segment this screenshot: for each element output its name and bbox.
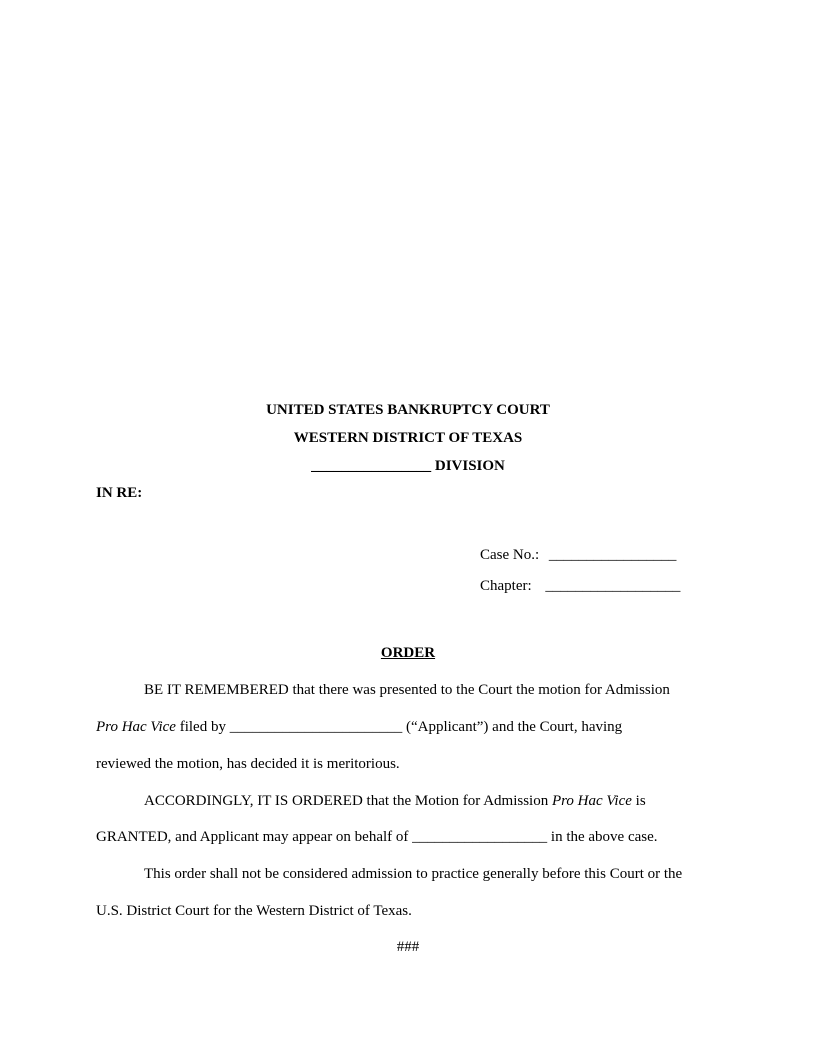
case-number-label: Case No.:	[480, 547, 540, 563]
court-name: UNITED STATES BANKRUPTCY COURT	[266, 402, 550, 418]
chapter-label: Chapter:	[480, 578, 532, 594]
division-line	[0, 459, 816, 474]
division-blank: ________________	[311, 458, 432, 474]
pro-hac-vice-term-2: Pro Hac Vice	[551, 793, 632, 809]
in-re-label: IN RE:	[96, 485, 143, 501]
paragraph-2-line-2: GRANTED, and Applicant may appear on behalf of __________________ in the above case.	[96, 829, 658, 845]
division-label: DIVISION	[434, 458, 505, 474]
pro-hac-vice-term: Pro Hac Vice	[96, 719, 176, 735]
paragraph-3-line-2: U.S. District Court for the Western District of Texas.	[96, 903, 412, 919]
chapter-blank: __________________	[545, 578, 681, 594]
paragraph-1-line-2	[96, 720, 622, 735]
paragraph-3-line-1: This order shall not be considered admission to practice generally before this Court or the	[144, 866, 683, 882]
paragraph-2-line-1	[144, 794, 646, 809]
paragraph-1-line-2-text: filed by _______________________ (“Applicant”) and the Court, having	[175, 719, 623, 735]
paragraph-2-line-1-start: ACCORDINGLY, IT IS ORDERED that the Motion for Admission	[144, 793, 552, 809]
paragraph-1-line-3: reviewed the motion, has decided it is meritorious.	[96, 756, 400, 772]
order-title: ORDER	[380, 645, 436, 661]
paragraph-1-line-1: BE IT REMEMBERED that there was presented to the Court the motion for Admission	[144, 682, 670, 698]
chapter-line	[480, 579, 680, 594]
paragraph-2-line-1-end: is	[631, 793, 646, 809]
case-number-blank: _________________	[548, 547, 677, 563]
district-name: WESTERN DISTRICT OF TEXAS	[293, 430, 523, 446]
end-of-order-mark: ###	[396, 939, 420, 955]
case-number-line	[480, 548, 676, 563]
